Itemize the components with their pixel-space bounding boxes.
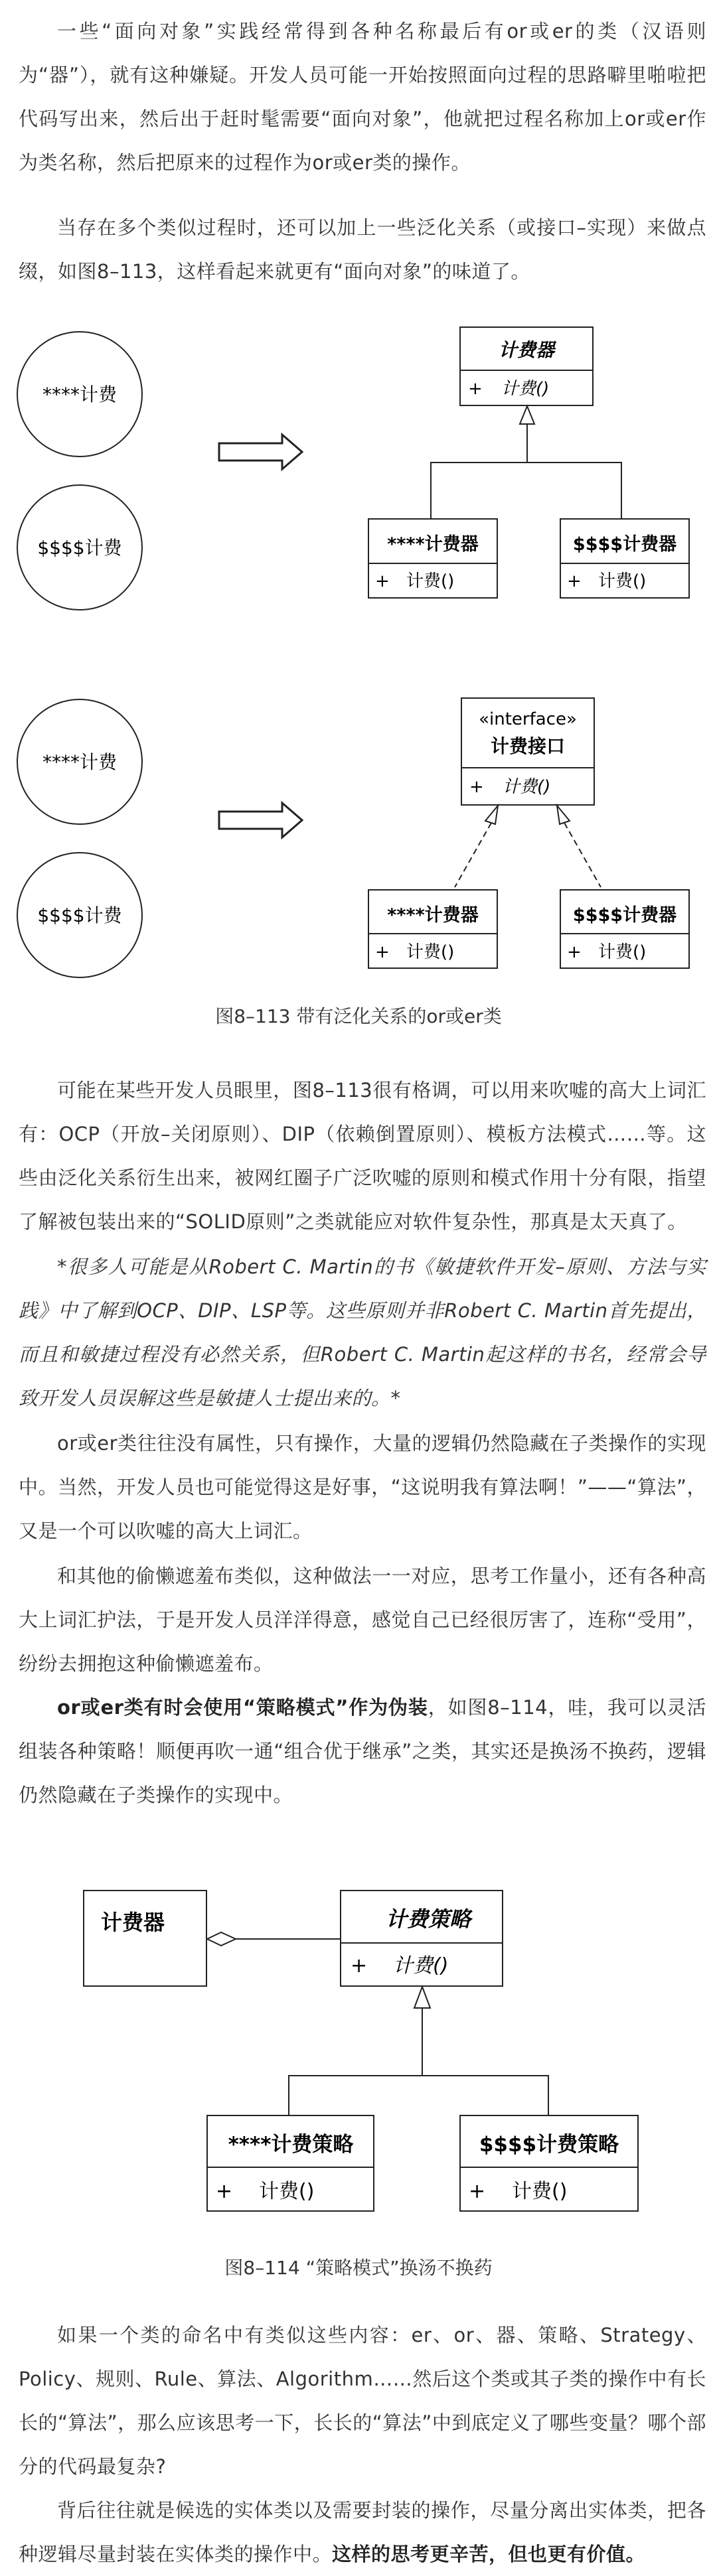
circle-label: ****计费 [42, 751, 118, 773]
op-visibility: + [567, 942, 582, 962]
paragraph-generalization: 当存在多个类似过程时，还可以加上一些泛化关系（或接口–实现）来做点缀，如图8–113，这样看起来就更有“面向对象”的味道了。 [19, 216, 706, 283]
op-visibility: + [375, 942, 390, 962]
op-visibility: + [469, 2180, 486, 2203]
subclass-name: $$$$计费器 [572, 534, 677, 555]
figure-8-113-caption: 图8–113 带有泛化关系的or或er类 [215, 1005, 502, 1027]
circle-label: ****计费 [42, 384, 118, 405]
paragraph-text: 背后往往就是候选的实体类以及需要封装的操作，尽量分离出实体类，把各种逻辑尽量封装在实体类的操作中。 [19, 2499, 706, 2565]
op-visibility: + [468, 379, 483, 399]
operation: 计费() [259, 2180, 315, 2203]
figure-8-114-caption: 图8–114 “策略模式”换汤不换药 [224, 2257, 493, 2279]
abstract-operation: 计费() [393, 1954, 449, 1977]
concrete-strategy-name: ****计费策略 [228, 2133, 354, 2157]
figure-8-113-interface [0, 690, 717, 989]
emphasis-conclusion: 这样的思考更辛苦，但也更有价值。 [332, 2543, 646, 2565]
concrete-strategy-name: $$$$计费策略 [479, 2133, 619, 2157]
implementer-name: $$$$计费器 [572, 905, 677, 926]
transform-arrow-icon [219, 803, 302, 837]
interface-name: 计费接口 [490, 735, 566, 757]
paragraph-intro: 一些“面向对象”实践经常得到各种名称最后有or或er的类（汉语则为“器”），就有这种嫌疑。开发人员可能一开始按照面向过程的思路噼里啪啦把代码写出来，然后出于赶时髦需要“面向对象”，他就把过程名称加上or或er作为类名称，然后把原来的过程作为or或er类的操作。 [19, 20, 706, 174]
op-visibility: + [351, 1954, 368, 1977]
transform-arrow-icon [219, 435, 302, 469]
operation: 计费() [598, 942, 647, 962]
operation: 计费() [512, 2180, 568, 2203]
paragraph-naming-smell: 如果一个类的命名中有类似这些内容：er、or、器、策略、Strategy、Policy、规则、Rule、算法、Algorithm……然后这个类或其子类的操作中有长长的“算法”，那么应该思考一下，长长的“算法”中到底定义了哪些变量？哪个部分的代码最复杂? [19, 2324, 706, 2478]
paragraph-conclusion [19, 2488, 706, 2576]
paragraph-no-attributes: or或er类往往没有属性，只有操作，大量的逻辑仍然隐藏在子类操作的实现中。当然，开发人员也可能觉得这是好事，“这说明我有算法啊！”——“算法”，又是一个可以吹嘘的高大上词汇。 [19, 1432, 706, 1542]
paragraph-note-martin: *很多人可能是从Robert C. Martin的书《敏捷软件开发–原则、方法与实践》中了解到OCP、DIP、LSP等。这些原则并非Robert C. Martin首先提出，而且和敏捷过程没有必然关系，但Robert C. Martin起这样的书名，经常会导致开发人员误解这些是敏捷人士提出来的。* [19, 1255, 706, 1409]
abstract-operation: 计费() [503, 777, 551, 797]
figure-8-114-strategy [0, 1878, 717, 2223]
op-visibility: + [567, 571, 582, 591]
op-visibility: + [375, 571, 390, 591]
op-visibility: + [216, 2180, 233, 2203]
context-class-name: 计费器 [100, 1910, 165, 1935]
paragraph-buzzwords: 可能在某些开发人员眼里，图8–113很有格调，可以用来吹嘘的高大上词汇有：OCP（开放–关闭原则）、DIP（依赖倒置原则）、模板方法模式……等。这些由泛化关系衍生出来，被网红圈子广泛吹嘘的原则和模式作用十分有限，指望了解被包装出来的“SOLID原则”之类就能应对软件复杂性，那真是太天真了。 [19, 1079, 706, 1233]
circle-label: $$$$计费 [37, 904, 122, 926]
abstract-operation: 计费() [501, 379, 550, 399]
operation: 计费() [406, 942, 455, 962]
figure-8-113-inheritance [0, 312, 717, 624]
implementer-name: ****计费器 [387, 905, 479, 926]
abstract-class-name: 计费器 [498, 339, 555, 361]
stereotype-label: «interface» [479, 709, 577, 729]
paragraph-text: ，如图8–114，哇，我可以灵活组装各种策略！顺便再吹一通“组合优于继承”之类，其实还是换汤不换药，逻辑仍然隐藏在子类操作的实现中。 [19, 1696, 706, 1806]
strategy-class-name: 计费策略 [385, 1906, 471, 1932]
paragraph-strategy-disguise [19, 1685, 706, 1817]
circle-label: $$$$计费 [37, 537, 122, 559]
subclass-name: ****计费器 [387, 534, 479, 555]
op-visibility: + [469, 777, 484, 797]
operation: 计费() [598, 571, 647, 591]
paragraph-lazy-cover: 和其他的偷懒遮羞布类似，这种做法一一对应，思考工作量小，还有各种高大上词汇护法，于是开发人员洋洋得意，感觉自己已经很厉害了，连称“受用”，纷纷去拥抱这种偷懒遮羞布。 [19, 1565, 706, 1675]
aggregation-diamond-icon [207, 1932, 236, 1946]
emphasis-strategy: or或er类有时会使用“策略模式”作为伪装 [57, 1696, 428, 1719]
operation: 计费() [406, 571, 455, 591]
